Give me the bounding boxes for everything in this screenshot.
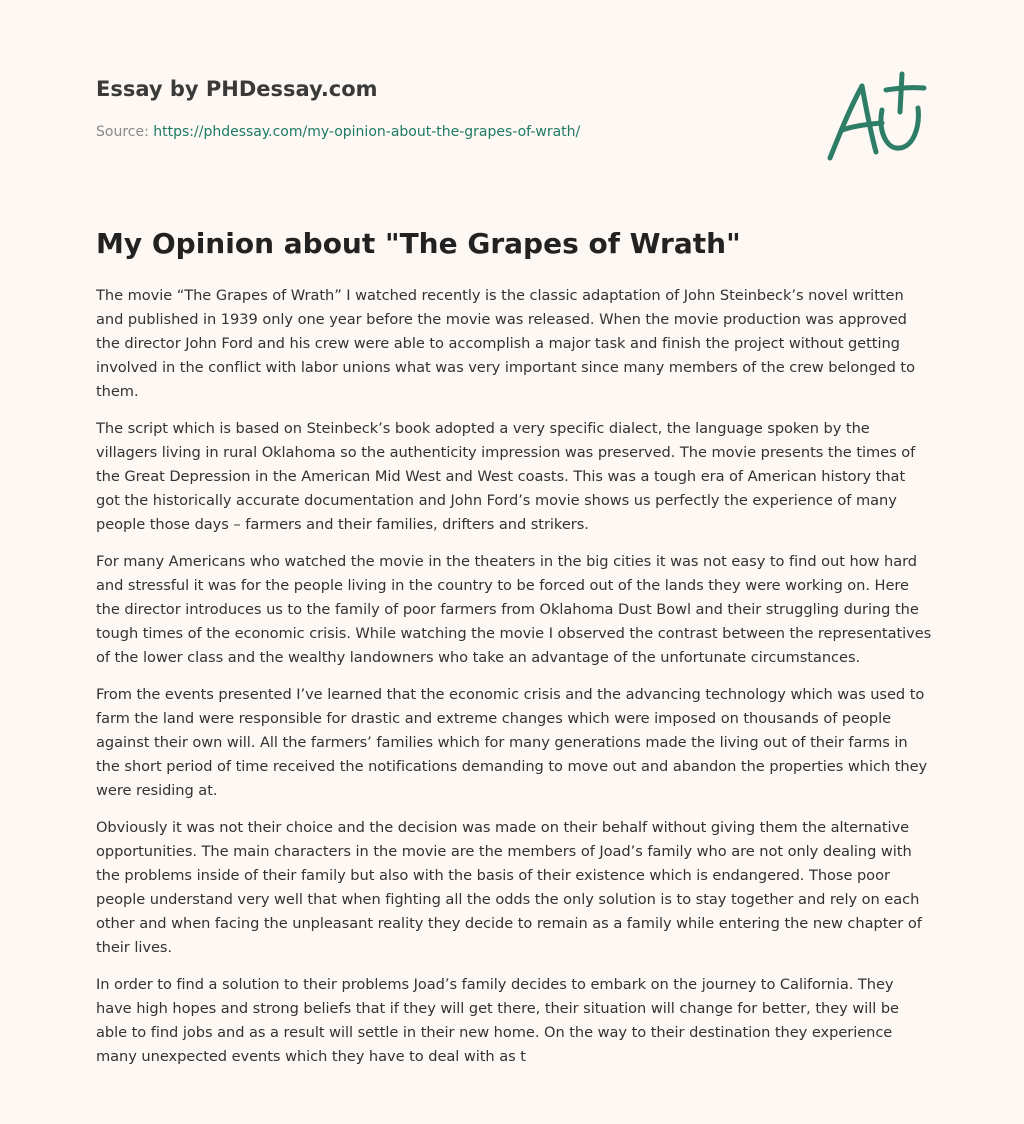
essay-paragraph: In order to find a solution to their problems Joad’s family decides to embark on the journey to California. They have high hopes and strong beliefs that if they will get there, their situation will change for better, they will be able to find jobs and as a result will settle in their new home. On the way to their destination they experience many unexpected events which they have to deal with as t <box>96 976 899 1065</box>
source-label: Source: <box>96 124 149 140</box>
essay-paragraph: Obviously it was not their choice and the decision was made on their behalf without giving them the alternative opportunities. The main characters in the movie are the members of Joad’s family who are not only dealing with the problems inside of their family but also with the basis of their existence which is endangered. Those poor people understand very well that when fighting all the odds the only solution is to stay together and rely on each other and when facing the unpleasant reality they decide to remain as a family while entering the new chapter of their lives. <box>96 819 922 956</box>
essay-paragraph: The script which is based on Steinbeck’s book adopted a very specific dialect, the language spoken by the villagers living in rural Oklahoma so the authenticity impression was preserved. The movie presents the times of the Great Depression in the American Mid West and West coasts. This was a tough era of American history that got the historically accurate documentation and John Ford’s movie shows us perfectly the experience of many people those days – farmers and their families, drifters and strikers. <box>96 420 916 533</box>
essay-paragraph: The movie “The Grapes of Wrath” I watched recently is the classic adaptation of John Steinbeck’s novel written and published in 1939 only one year before the movie was released. When the movie production was approved the director John Ford and his crew were able to accomplish a major task and finish the project without getting involved in the conflict with labor unions what was very important since many members of the crew belonged to them. <box>96 287 915 400</box>
a-plus-logo-icon <box>820 68 932 164</box>
site-name: Essay by PHDessay.com <box>96 77 378 101</box>
essay-paragraph: For many Americans who watched the movie in the theaters in the big cities it was not easy to find out how hard and stressful it was for the people living in the country to be forced out of the lands they were working on. Here the director introduces us to the family of poor farmers from Oklahoma Dust Bowl and their struggling during the tough times of the economic crisis. While watching the movie I observed the contrast between the representatives of the lower class and the wealthy landowners who take an advantage of the unfortunate circumstances. <box>96 553 932 666</box>
essay-body <box>96 284 932 1082</box>
essay-paragraph: From the events presented I’ve learned that the economic crisis and the advancing technology which was used to farm the land were responsible for drastic and extreme changes which were imposed on thousands of people against their own will. All the farmers’ families which for many generations made the living out of their farms in the short period of time received the notifications demanding to move out and abandon the properties which they were residing at. <box>96 686 928 799</box>
source-line <box>96 122 796 142</box>
essay-title: My Opinion about "The Grapes of Wrath" <box>96 227 741 260</box>
source-link[interactable]: https://phdessay.com/my-opinion-about-the-grapes-of-wrath/ <box>153 124 581 140</box>
page-header <box>96 74 796 142</box>
